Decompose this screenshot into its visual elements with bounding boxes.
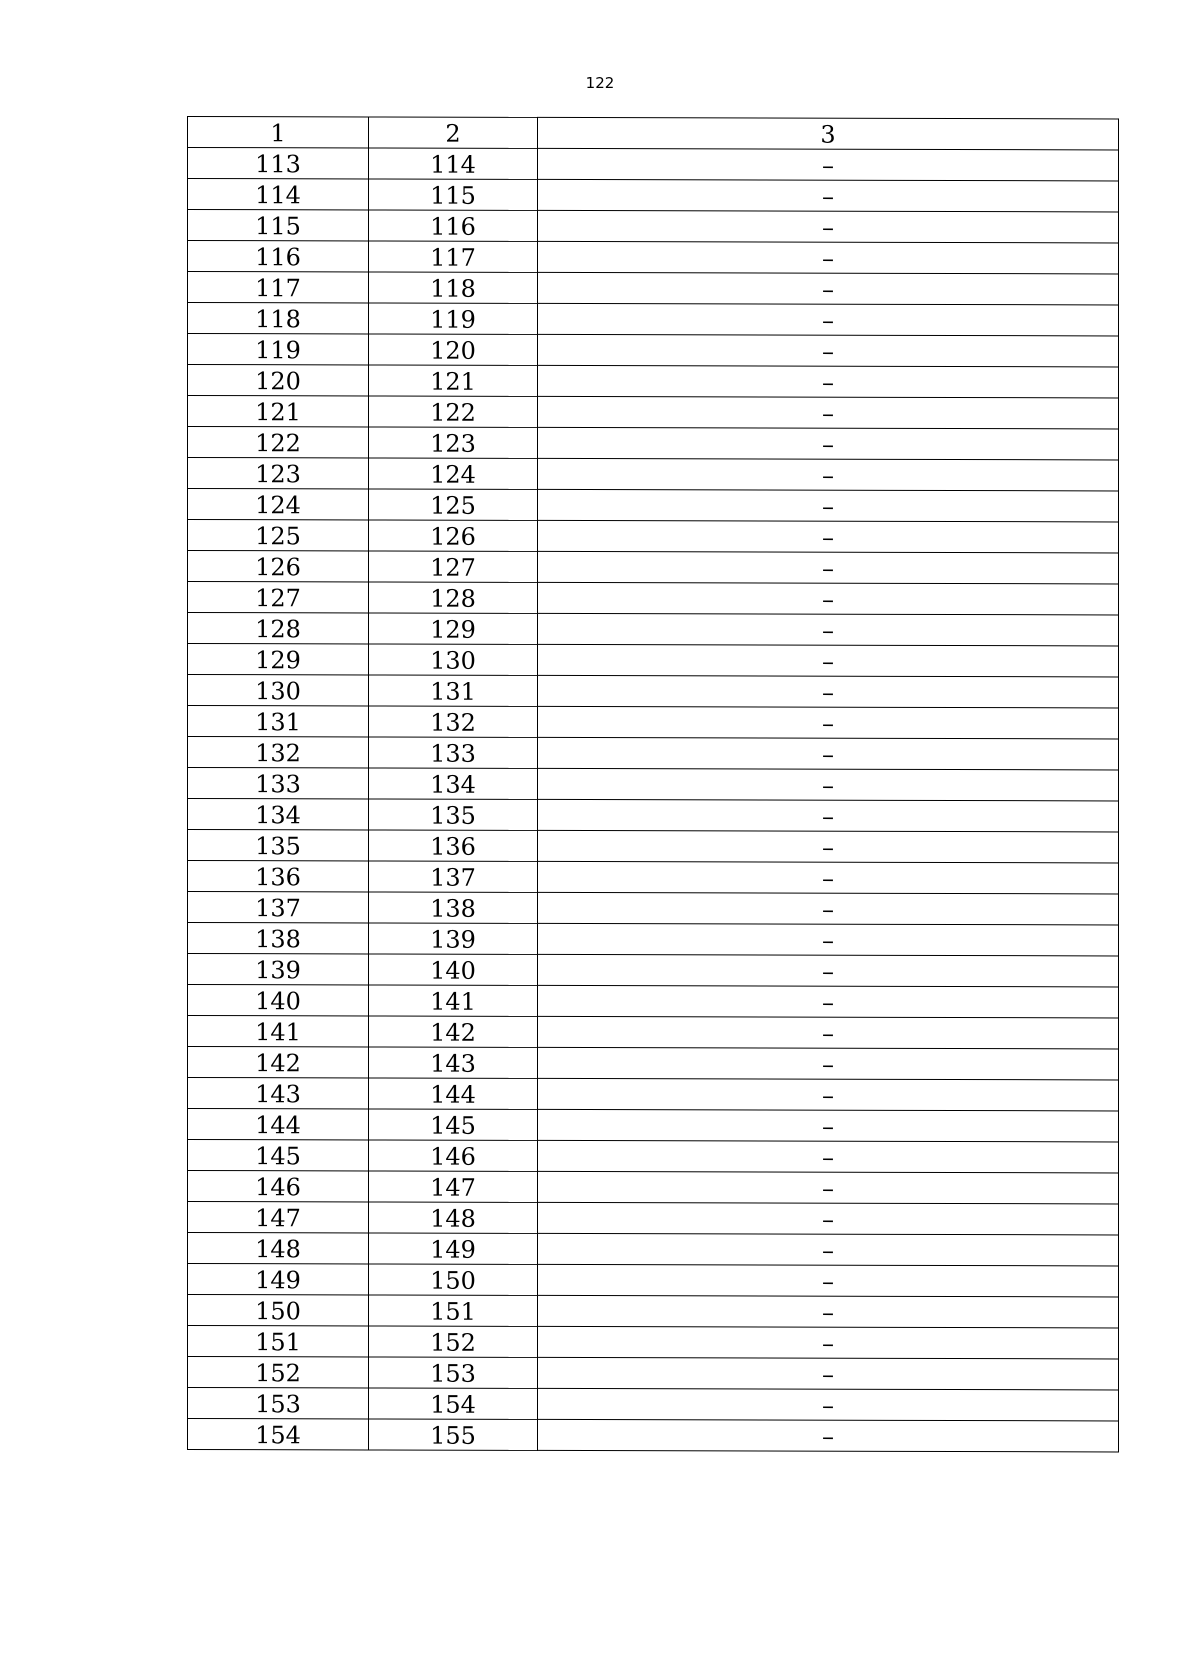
table-cell-col-3: – [538, 272, 1119, 305]
table-cell-col-1: 132 [188, 737, 369, 768]
table-cell-col-2: 114 [369, 148, 538, 179]
table-cell-col-3: – [538, 489, 1119, 522]
table-cell-col-2: 143 [369, 1047, 538, 1078]
table-cell-col-3: – [538, 954, 1119, 987]
table-cell-col-2: 116 [369, 210, 538, 241]
table-cell-col-1: 146 [188, 1171, 369, 1202]
table-cell-col-2: 141 [369, 985, 538, 1016]
table-row [188, 1233, 1119, 1266]
table-header [188, 117, 1119, 150]
table-cell-col-1: 129 [188, 644, 369, 675]
table-row [188, 1264, 1119, 1297]
table-cell-col-2: 126 [369, 520, 538, 551]
page-number: 122 [585, 74, 615, 92]
table-cell-col-1: 150 [188, 1295, 369, 1326]
table-cell-col-1: 115 [188, 210, 369, 241]
table-cell-col-2: 127 [369, 551, 538, 582]
table-cell-col-3: – [538, 1388, 1119, 1421]
table-cell-col-2: 131 [369, 675, 538, 706]
table-cell-col-2: 144 [369, 1078, 538, 1109]
table-cell-col-2: 139 [369, 923, 538, 954]
table-row [188, 1295, 1119, 1328]
table-cell-col-2: 134 [369, 768, 538, 799]
table-cell-col-1: 125 [188, 520, 369, 551]
table-cell-col-1: 136 [188, 861, 369, 892]
table-cell-col-3: – [538, 1078, 1119, 1111]
table-row [188, 1109, 1119, 1142]
table-row [188, 1326, 1119, 1359]
table-cell-col-1: 128 [188, 613, 369, 644]
table-cell-col-1: 154 [188, 1419, 369, 1450]
table-cell-col-2: 130 [369, 644, 538, 675]
table-cell-col-3: – [538, 551, 1119, 584]
table-cell-col-2: 153 [369, 1357, 538, 1388]
table-cell-col-1: 113 [188, 148, 369, 179]
table-cell-col-3: – [538, 675, 1119, 708]
table-cell-col-2: 118 [369, 272, 538, 303]
table-cell-col-3: – [538, 148, 1119, 181]
table-row [188, 892, 1119, 925]
table-row [188, 644, 1119, 677]
table-cell-col-3: – [538, 210, 1119, 243]
table-row [188, 334, 1119, 367]
table-row [188, 148, 1119, 181]
table-cell-col-1: 140 [188, 985, 369, 1016]
table-row [188, 520, 1119, 553]
table-cell-col-3: – [538, 582, 1119, 615]
table-cell-col-2: 145 [369, 1109, 538, 1140]
table-cell-col-1: 141 [188, 1016, 369, 1047]
table-cell-col-2: 150 [369, 1264, 538, 1295]
table-cell-col-3: – [538, 303, 1119, 336]
table-row [188, 1357, 1119, 1390]
table-cell-col-1: 118 [188, 303, 369, 334]
table-cell-col-3: – [538, 1047, 1119, 1080]
table-cell-col-1: 142 [188, 1047, 369, 1078]
table-cell-col-2: 115 [369, 179, 538, 210]
table-cell-col-2: 137 [369, 861, 538, 892]
table-row [188, 272, 1119, 305]
table-cell-col-3: – [538, 644, 1119, 677]
header-row [188, 117, 1119, 150]
table-cell-col-2: 132 [369, 706, 538, 737]
table-cell-col-3: – [538, 799, 1119, 832]
table-cell-col-3: – [538, 861, 1119, 894]
table-row [188, 396, 1119, 429]
table-row [188, 1202, 1119, 1235]
table-cell-col-3: – [538, 1264, 1119, 1297]
table-cell-col-1: 143 [188, 1078, 369, 1109]
table-cell-col-3: – [538, 1171, 1119, 1204]
table-row [188, 1140, 1119, 1173]
table-cell-col-1: 121 [188, 396, 369, 427]
table-cell-col-2: 140 [369, 954, 538, 985]
table-cell-col-3: – [538, 737, 1119, 770]
table-cell-col-3: – [538, 1140, 1119, 1173]
table-cell-col-3: – [538, 365, 1119, 398]
table-cell-col-1: 123 [188, 458, 369, 489]
table-cell-col-1: 117 [188, 272, 369, 303]
table-cell-col-1: 147 [188, 1202, 369, 1233]
table-cell-col-3: – [538, 1295, 1119, 1328]
table-row [188, 582, 1119, 615]
table-cell-col-1: 120 [188, 365, 369, 396]
table-cell-col-3: – [538, 892, 1119, 925]
table-row [188, 303, 1119, 336]
table-cell-col-3: – [538, 1419, 1119, 1452]
table-cell-col-3: – [538, 613, 1119, 646]
table-cell-col-1: 145 [188, 1140, 369, 1171]
table-cell-col-3: – [538, 1016, 1119, 1049]
table-row [188, 830, 1119, 863]
table-cell-col-1: 127 [188, 582, 369, 613]
table-cell-col-1: 124 [188, 489, 369, 520]
table-row [188, 210, 1119, 243]
table-row [188, 1078, 1119, 1111]
table-cell-col-2: 120 [369, 334, 538, 365]
table-cell-col-2: 136 [369, 830, 538, 861]
table-cell-col-1: 135 [188, 830, 369, 861]
table-cell-col-3: – [538, 458, 1119, 491]
table-cell-col-2: 149 [369, 1233, 538, 1264]
table-cell-col-1: 126 [188, 551, 369, 582]
table-cell-col-3: – [538, 985, 1119, 1018]
table-cell-col-1: 144 [188, 1109, 369, 1140]
table-row [188, 613, 1119, 646]
table-cell-col-3: – [538, 520, 1119, 553]
data-table [187, 116, 1119, 1452]
column-header-3: 3 [538, 117, 1119, 150]
table-cell-col-1: 133 [188, 768, 369, 799]
table-cell-col-2: 128 [369, 582, 538, 613]
table-cell-col-3: – [538, 706, 1119, 739]
table-row [188, 1171, 1119, 1204]
table-cell-col-1: 114 [188, 179, 369, 210]
table-cell-col-2: 135 [369, 799, 538, 830]
table-cell-col-2: 117 [369, 241, 538, 272]
table-body [188, 148, 1119, 1452]
table-row [188, 861, 1119, 894]
table-cell-col-2: 155 [369, 1419, 538, 1450]
table-cell-col-3: – [538, 241, 1119, 274]
table-cell-col-1: 149 [188, 1264, 369, 1295]
column-header-1: 1 [188, 117, 369, 148]
table-cell-col-2: 154 [369, 1388, 538, 1419]
table-cell-col-1: 148 [188, 1233, 369, 1264]
table-row [188, 737, 1119, 770]
table-cell-col-1: 130 [188, 675, 369, 706]
table-row [188, 706, 1119, 739]
table-cell-col-1: 137 [188, 892, 369, 923]
table-cell-col-3: – [538, 1202, 1119, 1235]
table-cell-col-1: 153 [188, 1388, 369, 1419]
table-cell-col-1: 138 [188, 923, 369, 954]
table-row [188, 675, 1119, 708]
table-cell-col-1: 119 [188, 334, 369, 365]
table-cell-col-3: – [538, 396, 1119, 429]
table-row [188, 799, 1119, 832]
table-row [188, 1047, 1119, 1080]
table-row [188, 458, 1119, 491]
table-cell-col-1: 131 [188, 706, 369, 737]
table-cell-col-2: 119 [369, 303, 538, 334]
table-cell-col-3: – [538, 830, 1119, 863]
table-row [188, 551, 1119, 584]
column-header-2: 2 [369, 117, 538, 148]
table-cell-col-3: – [538, 1326, 1119, 1359]
table-row [188, 1388, 1119, 1421]
table-row [188, 985, 1119, 1018]
table-cell-col-3: – [538, 768, 1119, 801]
table-cell-col-3: – [538, 334, 1119, 367]
table-cell-col-3: – [538, 427, 1119, 460]
table-cell-col-2: 129 [369, 613, 538, 644]
table-cell-col-2: 147 [369, 1171, 538, 1202]
table-cell-col-1: 152 [188, 1357, 369, 1388]
table-cell-col-2: 122 [369, 396, 538, 427]
table-row [188, 365, 1119, 398]
table-cell-col-2: 125 [369, 489, 538, 520]
table-cell-col-2: 123 [369, 427, 538, 458]
table-cell-col-3: – [538, 179, 1119, 212]
table-row [188, 179, 1119, 212]
table-cell-col-2: 124 [369, 458, 538, 489]
table-cell-col-2: 152 [369, 1326, 538, 1357]
table-row [188, 427, 1119, 460]
table-cell-col-3: – [538, 1357, 1119, 1390]
table-cell-col-2: 142 [369, 1016, 538, 1047]
table-row [188, 489, 1119, 522]
table-row [188, 1016, 1119, 1049]
table-cell-col-2: 121 [369, 365, 538, 396]
table-cell-col-3: – [538, 1233, 1119, 1266]
table-row [188, 241, 1119, 274]
table-cell-col-1: 151 [188, 1326, 369, 1357]
table-cell-col-2: 146 [369, 1140, 538, 1171]
table-cell-col-1: 122 [188, 427, 369, 458]
table-cell-col-3: – [538, 923, 1119, 956]
table-row [188, 923, 1119, 956]
table-row [188, 1419, 1119, 1452]
table-cell-col-1: 134 [188, 799, 369, 830]
table-cell-col-2: 138 [369, 892, 538, 923]
table-cell-col-3: – [538, 1109, 1119, 1142]
table-cell-col-2: 151 [369, 1295, 538, 1326]
table-cell-col-2: 133 [369, 737, 538, 768]
table-cell-col-1: 139 [188, 954, 369, 985]
table-row [188, 954, 1119, 987]
table-cell-col-2: 148 [369, 1202, 538, 1233]
table-cell-col-1: 116 [188, 241, 369, 272]
table-row [188, 768, 1119, 801]
